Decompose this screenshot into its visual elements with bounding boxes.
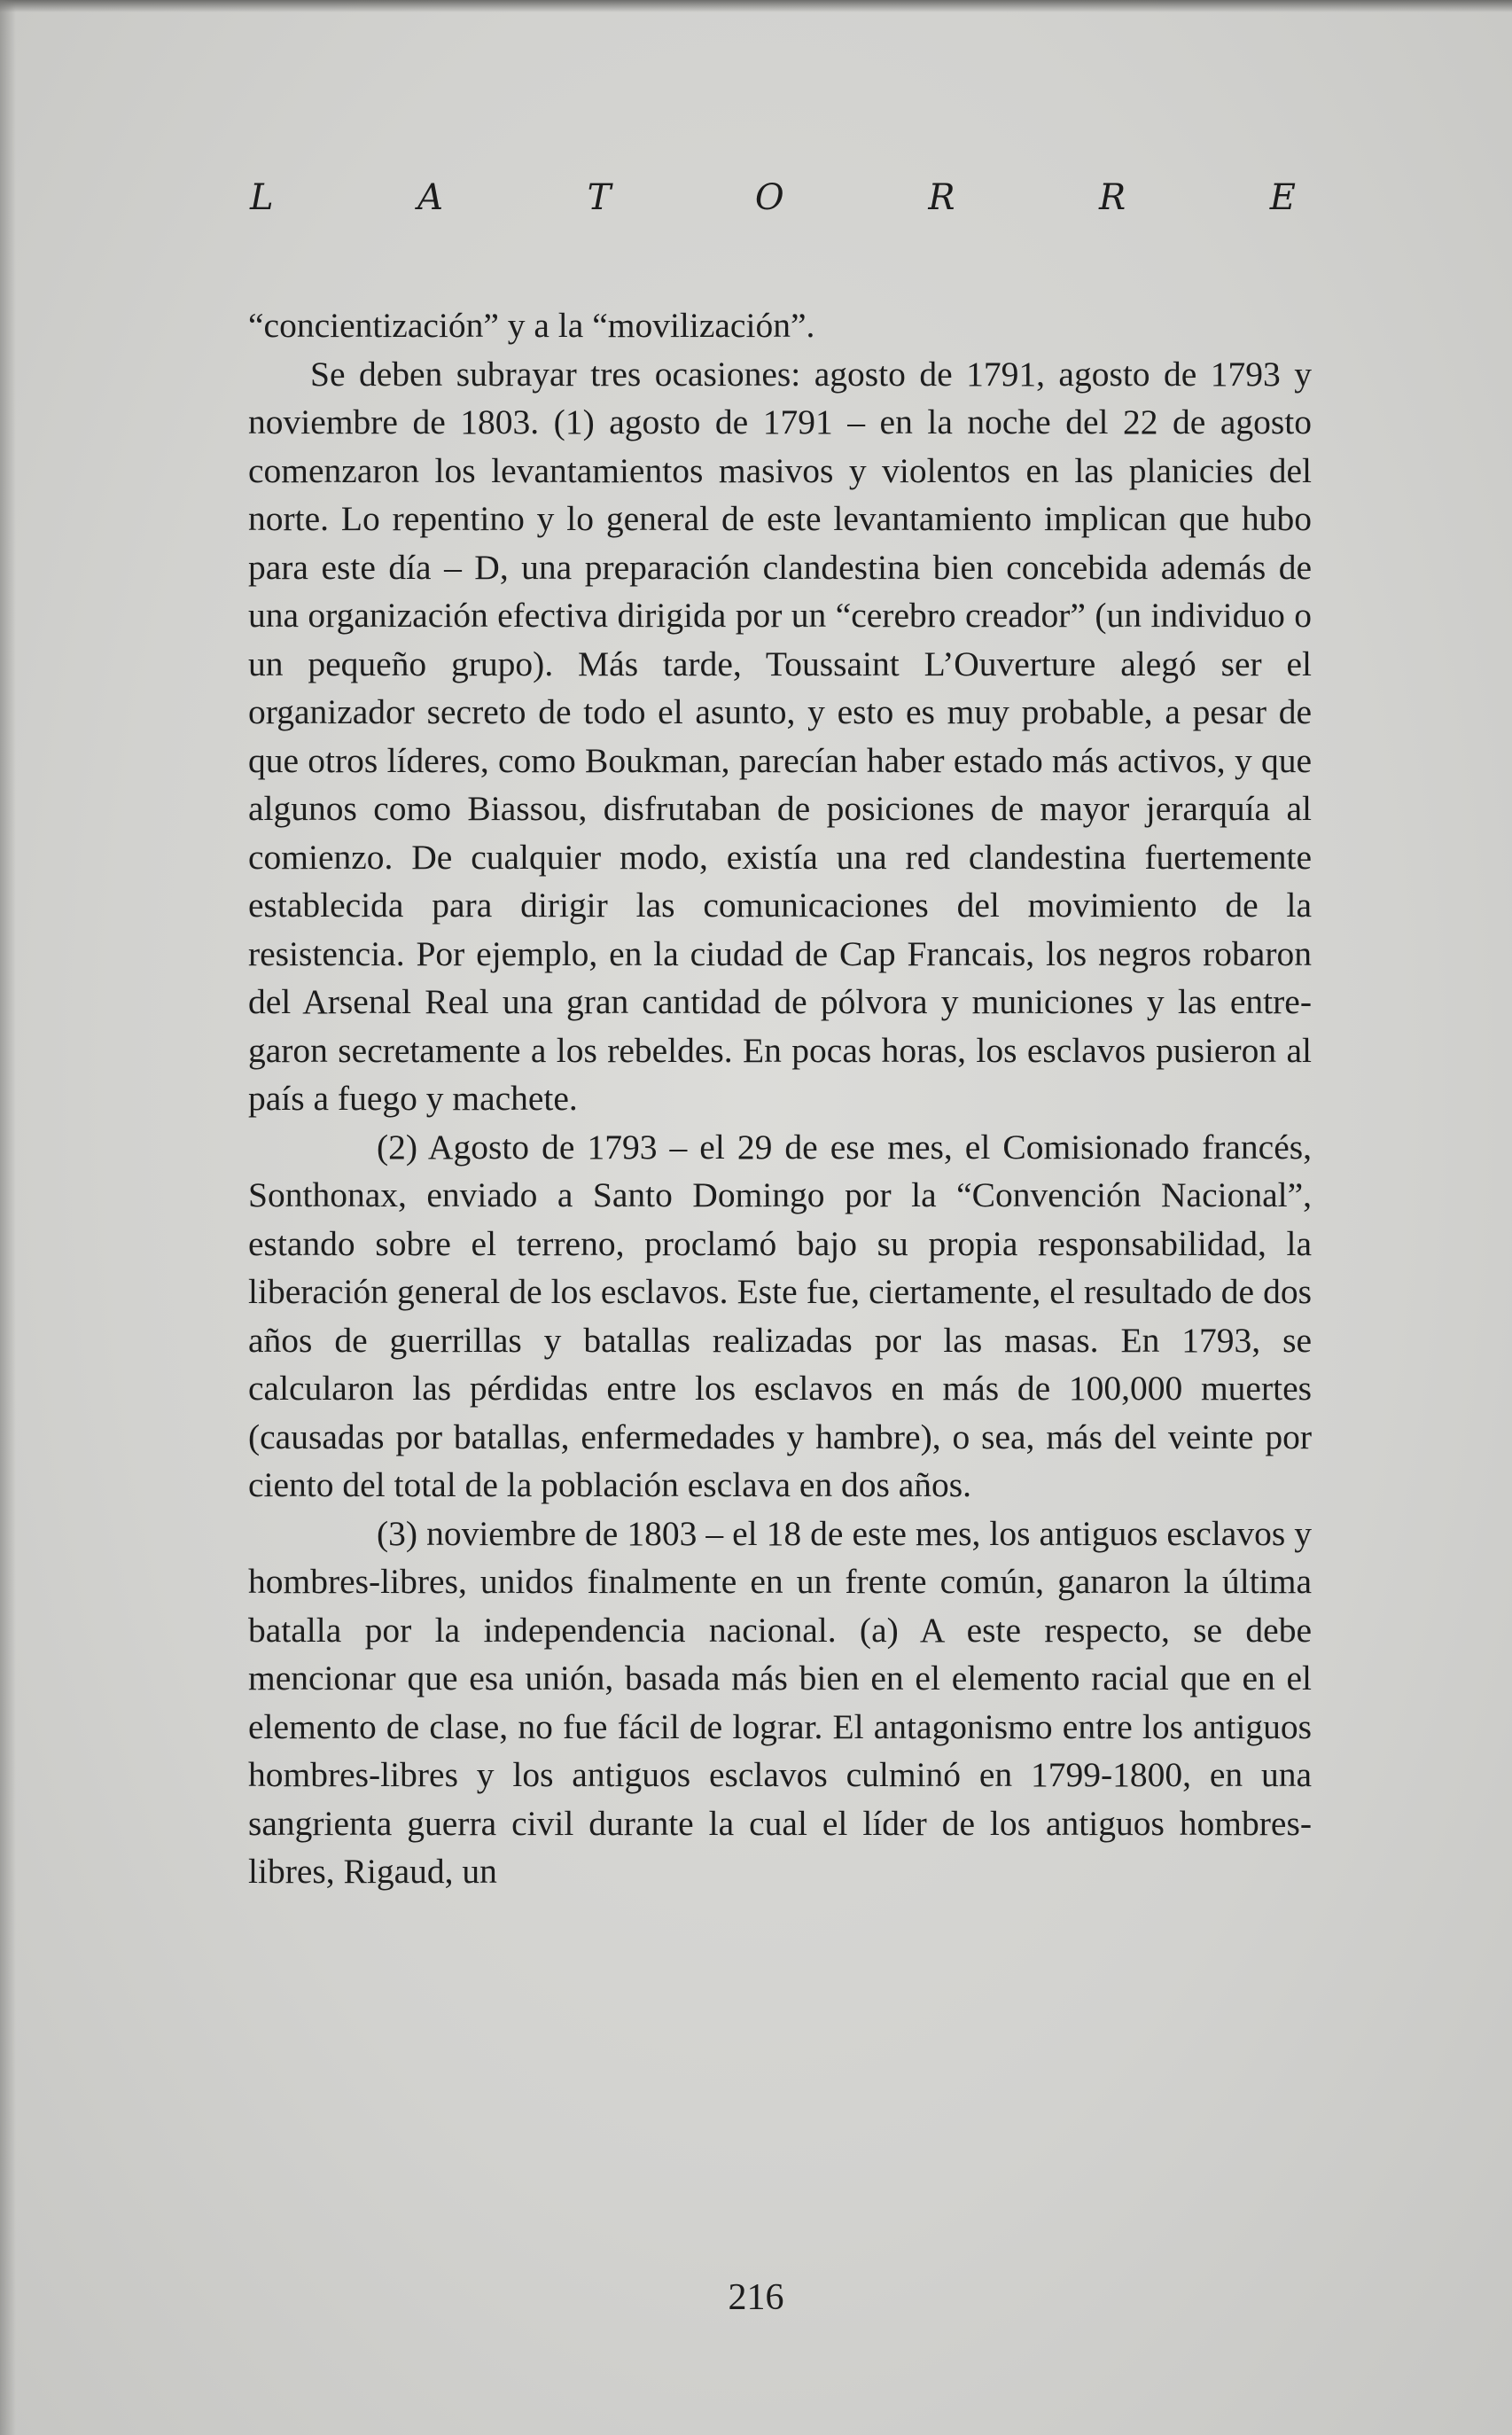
paragraph-continuation: “concientización” y a la “movilización”. bbox=[248, 306, 815, 345]
paragraph-three-occasions: Se deben subrayar tres ocasiones: agosto de 1791, agosto de 1793 y noviembre de 1803. (1) agosto de 1791 – en la noche del 22 de agosto comenzaron los levantamientos masivos y violentos en las planicies del norte. Lo repentino y lo general de este levantamiento implican que hubo para este día – D, una preparación clandestina bien concebida además de una organización efectiva dirigida por un “cerebro creador” (un individuo o un pequeño grupo). Más tarde, Toussaint L’Ouverture alegó ser el organizador secreto de todo el asunto, y esto es muy probable, a pesar de que otros líderes, como Boukman, parecían haber estado más activos, y que algunos como Biassou, disfrutaban de posiciones de mayor jerarquía al comienzo. De cualquier modo, existía una red clandestina fuertemente establecida para dirigir las comunicaciones del movimiento de la resistencia. Por ejemplo, en la ciudad de Cap Francais, los negros robaron del Arsenal Real una gran cantidad de pólvora y municiones y las entregaron secretamente a los rebeldes. En pocas horas, los esclavos pusieron al país a fuego y machete. bbox=[248, 354, 1312, 1118]
running-head-letter: T bbox=[587, 177, 612, 218]
scan-top-edge-shadow bbox=[0, 0, 1512, 12]
running-head-letter: R bbox=[1099, 177, 1126, 218]
paragraph-november-1803: (3) noviembre de 1803 – el 18 de este mes, los antiguos esclavos y hombres-libres, unidos finalmente en un frente común, ganaron la última batalla por la independencia nacional. (a) A este respecto, se debe mencionar que esa unión, basada más bien en el elemento racial que en el elemento de clase, no fue fácil de lograr. El antagonismo entre los antiguos hombres-libres y los antiguos esclavos culminó en 1799-1800, en una sangrienta guerra civil durante la cual el líder de los antiguos hombres-libres, Rigaud, un bbox=[248, 1513, 1312, 1891]
running-head-letter: R bbox=[928, 177, 955, 218]
paragraph-august-1793: (2) Agosto de 1793 – el 29 de ese mes, el Comisionado francés, Sonthonax, enviado a Santo Domingo por la “Convención Nacional”, estando sobre el terreno, proclamó bajo su propia responsabilidad, la liberación general de los esclavos. Este fue, ciertamente, el resultado de dos años de guerrillas y batallas realizadas por las masas. En 1793, se calcularon las pérdidas entre los esclavos en más de 100,000 muertes (causadas por batallas, enfermedades y hambre), o sea, más del veinte por ciento del total de la población esclava en dos años. bbox=[248, 1127, 1312, 1504]
running-head-letter: E bbox=[1269, 177, 1296, 218]
running-head-letter: O bbox=[754, 177, 784, 218]
running-head bbox=[250, 177, 1296, 218]
page-number: 216 bbox=[728, 2277, 784, 2318]
running-head-letter: L bbox=[250, 177, 274, 218]
running-head-letter: A bbox=[417, 177, 444, 218]
body-text bbox=[248, 301, 1312, 1896]
scan-left-edge-shadow bbox=[0, 0, 16, 2435]
